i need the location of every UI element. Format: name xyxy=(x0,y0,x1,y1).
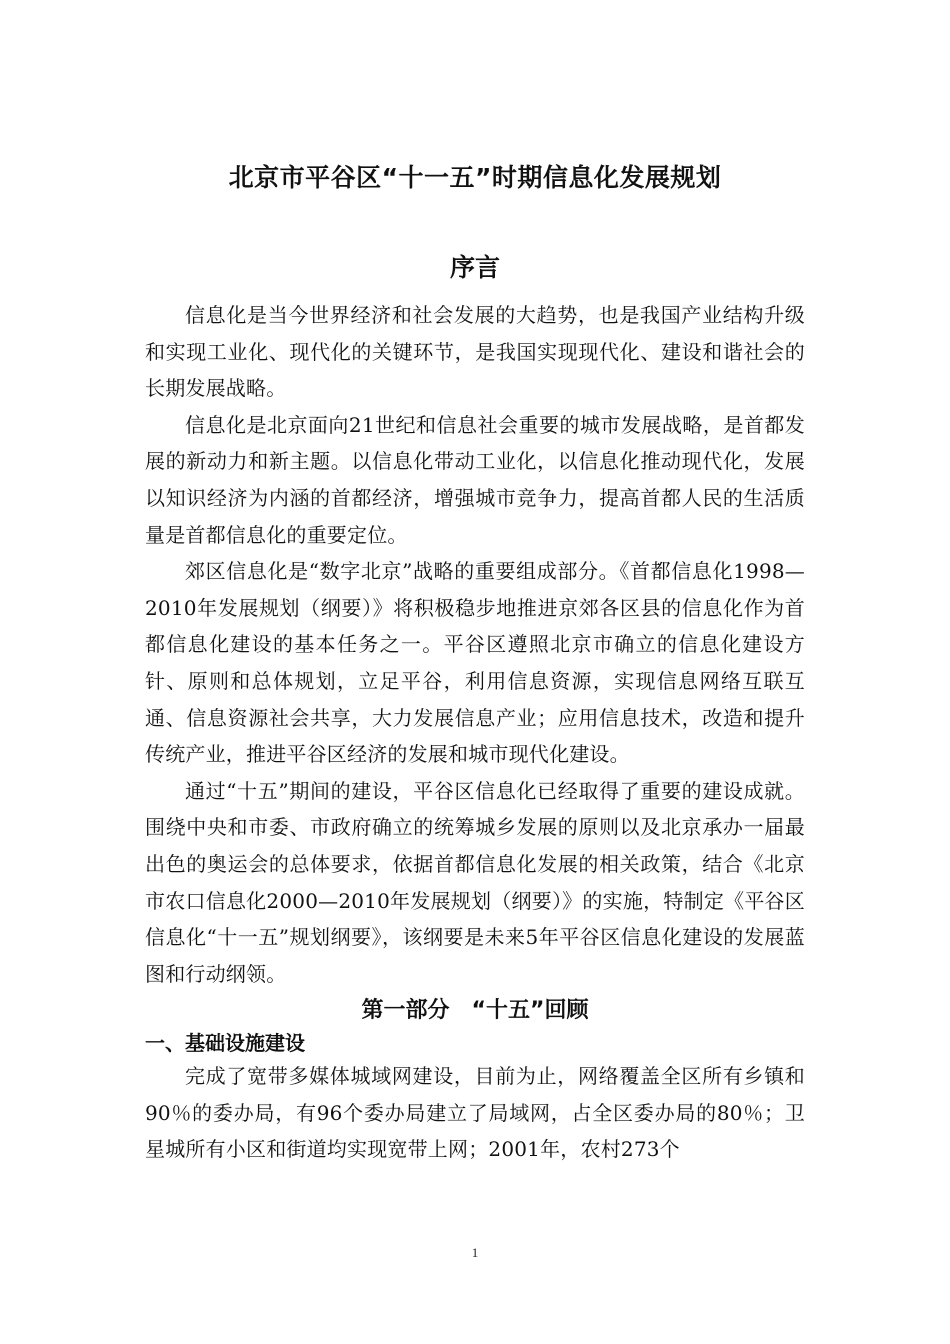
paragraph-1: 信息化是当今世界经济和社会发展的大趋势，也是我国产业结构升级和实现工业化、现代化的关键环节，是我国实现现代化、建设和谐社会的长期发展战略。 xyxy=(145,303,805,401)
preface-heading: 序言 xyxy=(449,253,500,282)
paragraph-2: 信息化是北京面向21世纪和信息社会重要的城市发展战略，是首都发展的新动力和新主题。以信息化带动工业化，以信息化推动现代化，发展以知识经济为内涵的首都经济，增强城市竞争力，提高首都人民的生活质量是首都信息化的重要定位。 xyxy=(145,412,805,547)
part-one-heading: 第一部分 “十五”回顾 xyxy=(361,998,589,1024)
document-title: 北京市平谷区“十一五”时期信息化发展规划 xyxy=(228,163,722,192)
paragraph-4: 通过“十五”期间的建设，平谷区信息化已经取得了重要的建设成就。围绕中央和市委、市政府确立的统筹城乡发展的原则以及北京承办一届最出色的奥运会的总体要求，依据首都信息化发展的相关政策，结合《北京市农口信息化2000—2010年发展规划（纲要）》的实施，特制定《平谷区信息化“十一五”规划纲要》，该纲要是未来5年平谷区信息化建设的发展蓝图和行动纲领。 xyxy=(145,778,805,986)
page-number: 1 xyxy=(471,1245,479,1260)
section-heading-infrastructure: 一、基础设施建设 xyxy=(145,1031,305,1056)
paragraph-infrastructure: 完成了宽带多媒体城域网建设，目前为止，网络覆盖全区所有乡镇和90％的委办局，有96个委办局建立了局域网，占全区委办局的80％；卫星城所有小区和街道均实现宽带上网；2001年，农村273个 xyxy=(145,1064,805,1162)
paragraph-3: 郊区信息化是“数字北京”战略的重要组成部分。《首都信息化1998—2010年发展规划（纲要）》将积极稳步地推进京郊各区县的信息化作为首都信息化建设的基本任务之一。平谷区遵照北京市确立的信息化建设方针、原则和总体规划，立足平谷，利用信息资源，实现信息网络互联互通、信息资源社会共享，大力发展信息产业；应用信息技术，改造和提升传统产业，推进平谷区经济的发展和城市现代化建设。 xyxy=(145,559,805,767)
document-body xyxy=(145,297,805,1168)
